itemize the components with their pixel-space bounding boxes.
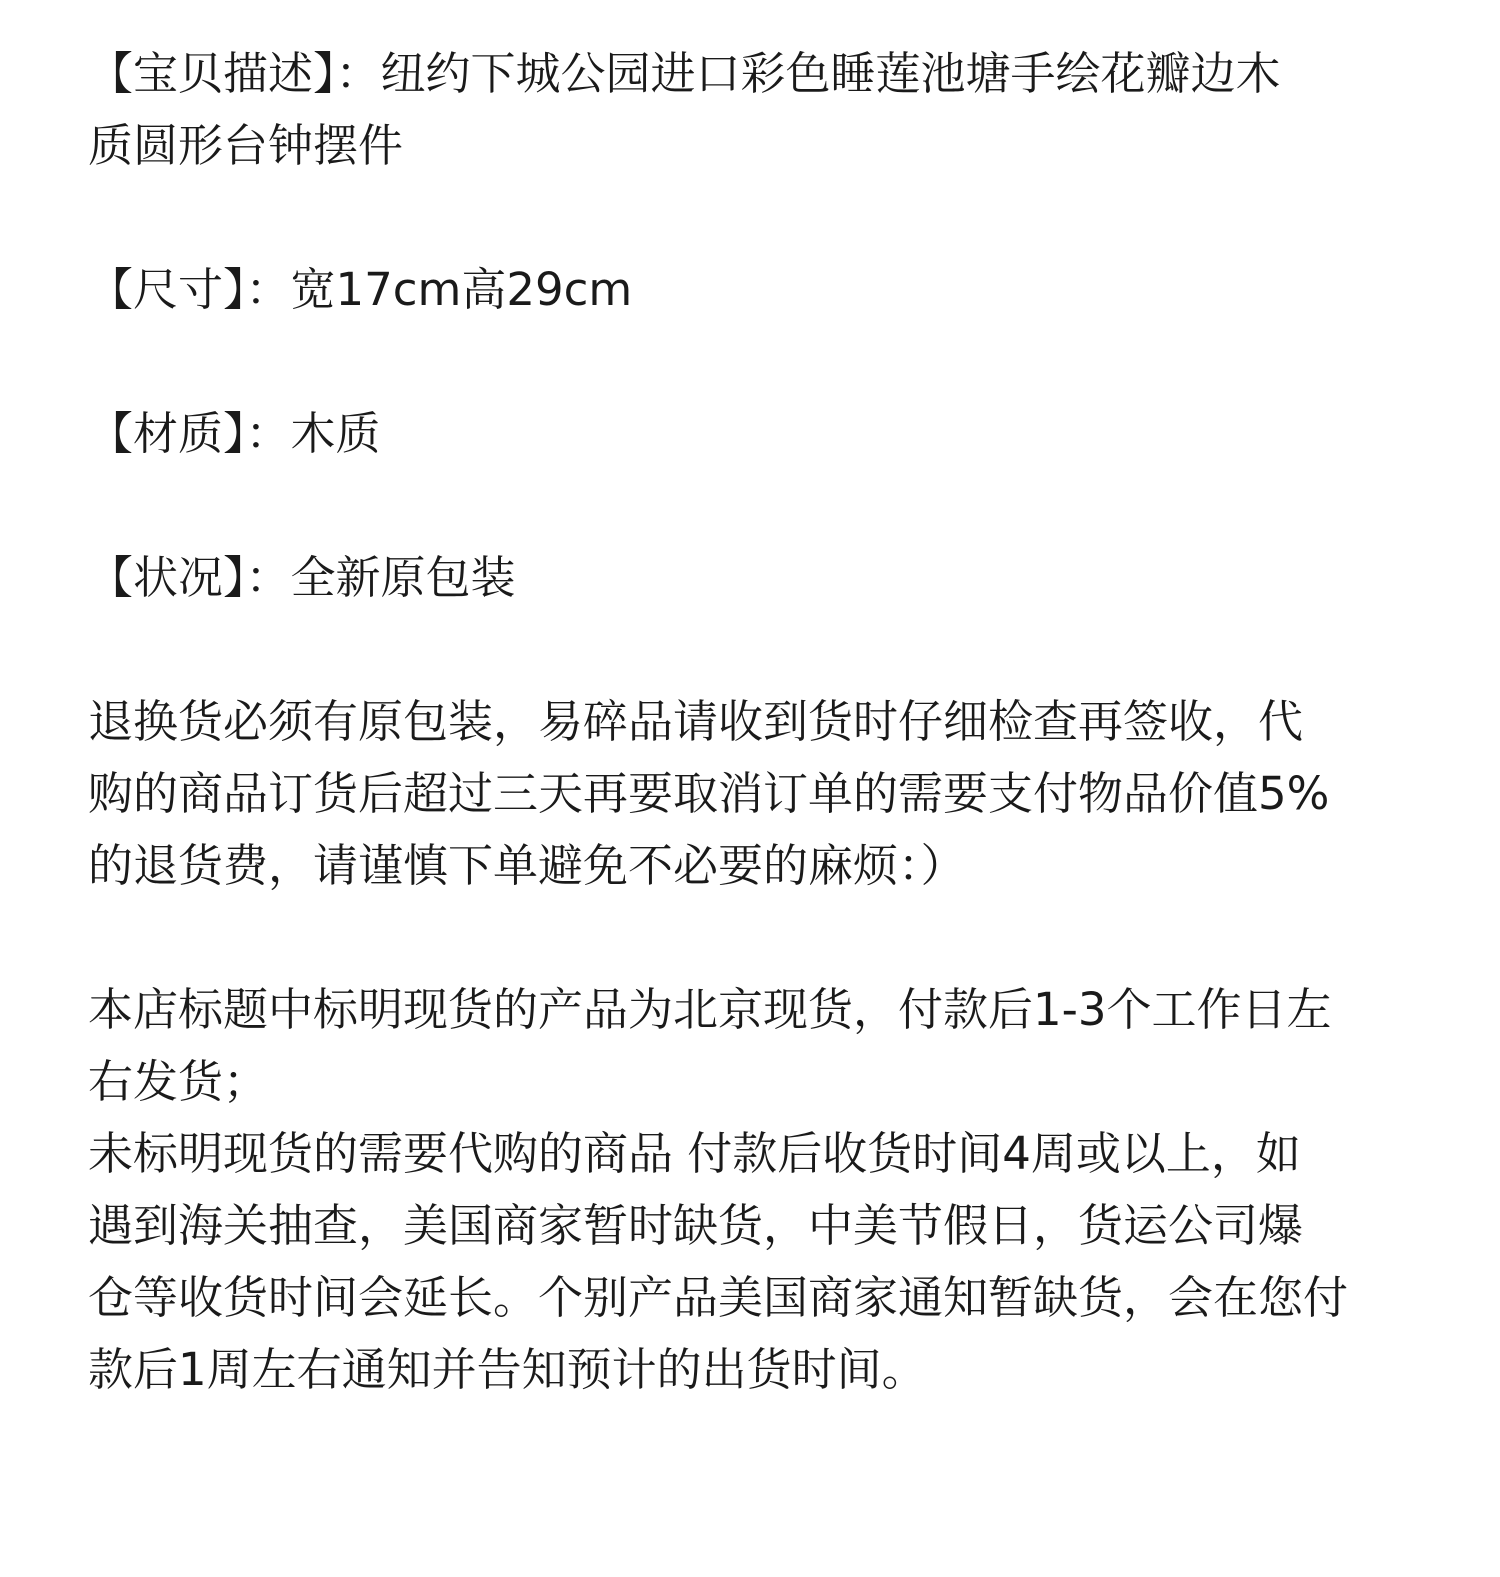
spacer xyxy=(88,470,1428,542)
return-policy-line-3: 的退货费，请谨慎下单避免不必要的麻烦：） xyxy=(88,839,966,892)
shipping-policy-line-4: 遇到海关抽查，美国商家暂时缺货，中美节假日，货运公司爆 xyxy=(88,1199,1304,1252)
item-description-line-1: 【宝贝描述】：纽约下城公园进口彩色睡莲池塘手绘花瓣边木 xyxy=(88,47,1281,100)
item-condition xyxy=(88,542,1428,614)
spacer xyxy=(88,326,1428,398)
spacer xyxy=(88,182,1428,254)
shipping-policy-line-5: 仓等收货时间会延长。个别产品美国商家通知暂缺货，会在您付 xyxy=(88,1271,1349,1324)
return-policy-line-1: 退换货必须有原包装，易碎品请收到货时仔细检查再签收，代 xyxy=(88,695,1304,748)
item-condition-text: 【状况】：全新原包装 xyxy=(88,551,516,604)
item-size-text: 【尺寸】：宽17cm高29cm xyxy=(88,263,633,316)
item-description-line-2: 质圆形台钟摆件 xyxy=(88,119,404,172)
description-content xyxy=(88,38,1428,1406)
return-policy-line-2: 购的商品订货后超过三天再要取消订单的需要支付物品价值5% xyxy=(88,767,1330,820)
item-size xyxy=(88,254,1428,326)
return-policy xyxy=(88,686,1428,902)
shipping-policy-line-3: 未标明现货的需要代购的商品 付款后收货时间4周或以上，如 xyxy=(88,1127,1301,1180)
shipping-policy-line-1: 本店标题中标明现货的产品为北京现货，付款后1-3个工作日左 xyxy=(88,983,1332,1036)
item-material xyxy=(88,398,1428,470)
shipping-policy-line-2: 右发货； xyxy=(88,1055,269,1108)
item-description xyxy=(88,38,1428,182)
shipping-policy xyxy=(88,974,1428,1406)
spacer xyxy=(88,902,1428,974)
shipping-policy-line-6: 款后1周左右通知并告知预计的出货时间。 xyxy=(88,1343,927,1396)
item-material-text: 【材质】：木质 xyxy=(88,407,381,460)
spacer xyxy=(88,614,1428,686)
